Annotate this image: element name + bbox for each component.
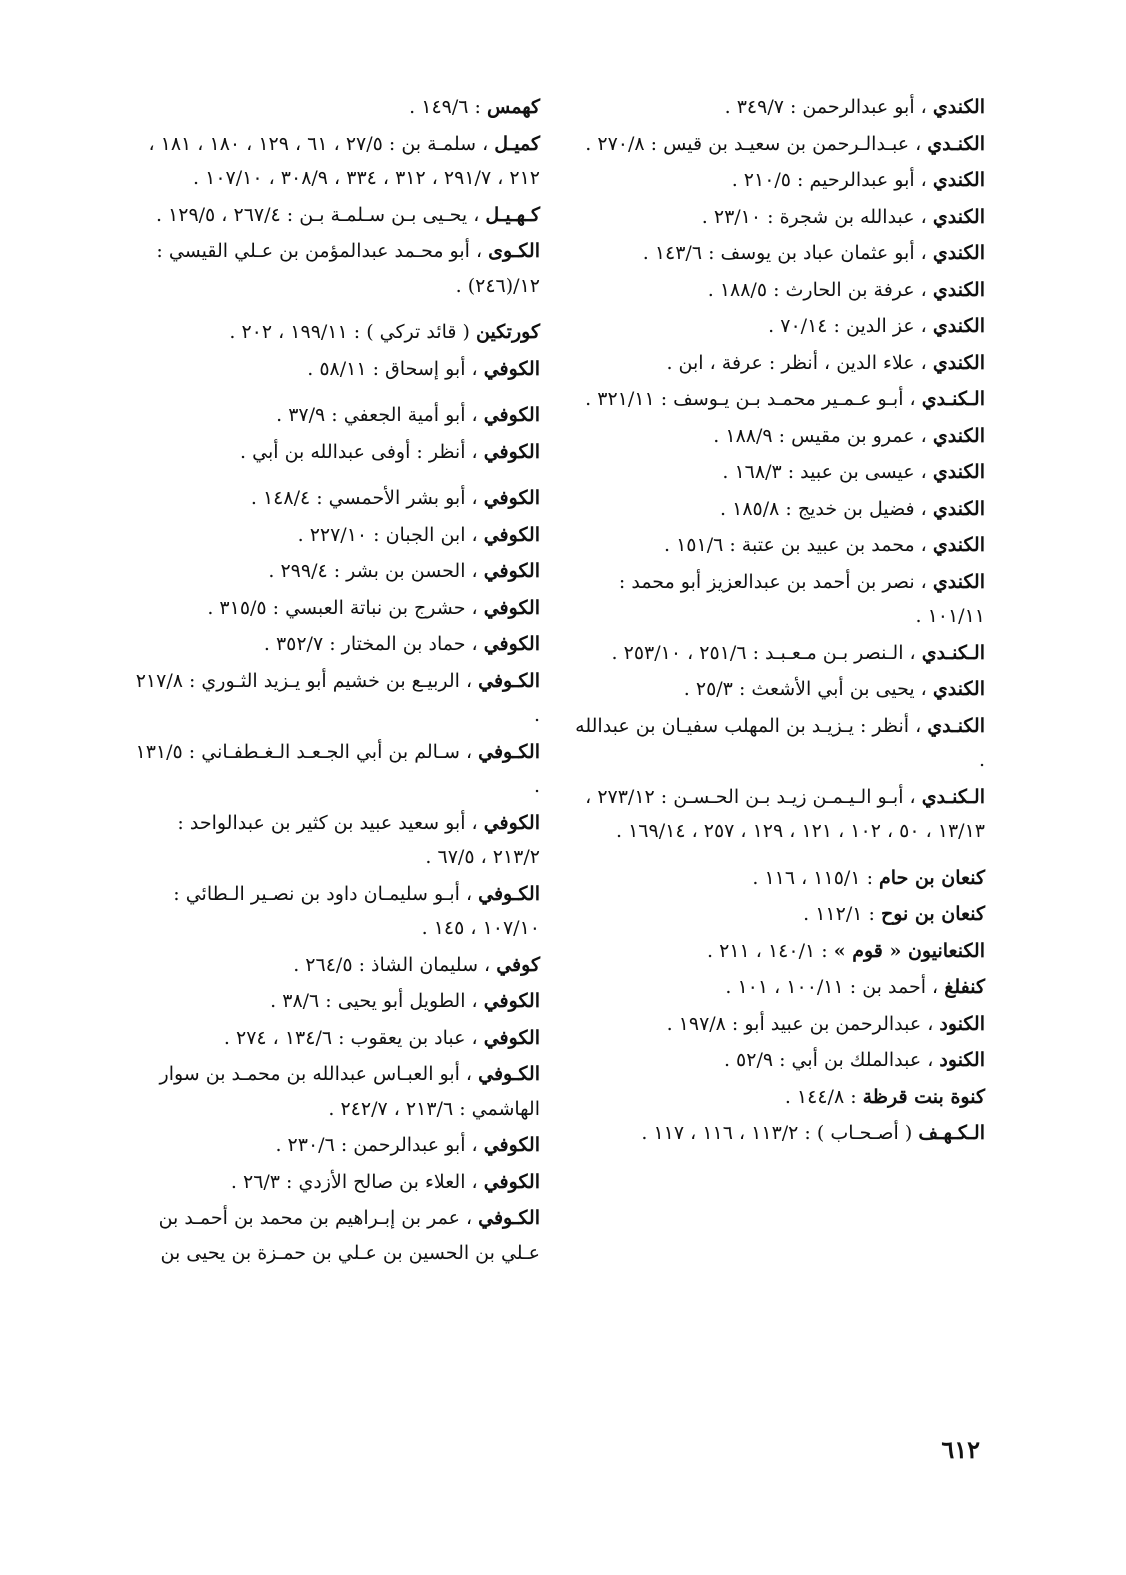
index-entry (130, 435, 540, 470)
entry-text: ، أبـو عـمـير محمـد بـن يـوسف : ٣٢١/١١ . (585, 388, 916, 410)
entry-text: ، عيسى بن عبيد : ١٦٨/٣ . (722, 461, 927, 483)
index-entry (570, 528, 985, 563)
entry-headword: الـكـهـف (918, 1122, 985, 1144)
entry-headword: الكوفي (483, 560, 540, 582)
entry-headword: الكنعانيون « قوم » (833, 939, 985, 962)
index-entry (570, 970, 985, 1005)
entry-text: ، الربيـع بن خشيم أبو يـزيد الثـوري : ٢١٧/٨ . (135, 669, 540, 726)
entry-headword: كورتكين (475, 321, 540, 343)
entry-text: ، أبو عبدالرحمن : ٣٤٩/٧ . (724, 96, 927, 118)
entry-text: ، نصر بن أحمد بن عبدالعزيز أبو محمد : ١٠١/١١ . (618, 570, 985, 627)
index-entry (130, 315, 540, 350)
index-entry (130, 90, 540, 125)
entry-text: ، أبو عبدالرحيم : ٢١٠/٥ . (731, 169, 927, 191)
entry-headword: الكندي (932, 315, 985, 337)
index-entry (570, 1007, 985, 1042)
index-entry (570, 1116, 985, 1151)
index-entry (130, 948, 540, 983)
entry-text: ، الـنصر بـن مـعـبـد : ٢٥١/٦ ، ٢٥٣/١٠ . (611, 641, 916, 664)
index-entry (130, 1201, 540, 1270)
entry-headword: الكندي (932, 278, 985, 301)
index-entry (130, 1021, 540, 1056)
index-entry (130, 398, 540, 433)
index-entry (570, 127, 985, 162)
entry-text: : ١٤٤/٨ . (784, 1085, 857, 1108)
entry-text: ، أبو بشر الأحمسي : ١٤٨/٤ . (250, 487, 478, 509)
spacer (570, 851, 985, 861)
index-entry (130, 591, 540, 626)
entry-headword: الكوفي (483, 811, 540, 834)
entry-text: ، عمر بن إبـراهيم بن محمد بن أحمـد بن عـلي بن الحسين بن عـلي بن حمـزة بن يحيى بن (158, 1207, 540, 1264)
index-entry (130, 554, 540, 589)
entry-headword: الكوفي (483, 596, 540, 619)
entry-text: ، الحسن بن بشر : ٢٩٩/٤ . (268, 560, 478, 582)
entry-headword: الكندي (932, 351, 985, 374)
entry-text: ، علاء الدين ، أنظر : عرفة ، ابن . (666, 351, 927, 374)
entry-headword: الكـوفي (478, 740, 540, 763)
entry-text: ، فضيل بن خديج : ١٨٥/٨ . (720, 497, 927, 520)
entry-headword: الكوفي (483, 487, 540, 509)
spacer (130, 305, 540, 315)
entry-text: ، عبـدالـرحمن بن سعيـد بن قيس : ٢٧٠/٨ . (585, 132, 922, 155)
index-column-left (130, 90, 540, 1272)
index-entry (570, 419, 985, 454)
index-entry (570, 236, 985, 271)
entry-text: ، ابن الجبان : ٢٢٧/١٠ . (297, 523, 478, 546)
index-entry (130, 234, 540, 303)
entry-headword: الـكنـدي (921, 785, 985, 808)
entry-text: ، أبو إسحاق : ٥٨/١١ . (307, 357, 478, 380)
entry-headword: الكندي (932, 169, 985, 191)
index-entry (570, 309, 985, 344)
index-entry (130, 1165, 540, 1200)
index-entry (570, 163, 985, 198)
entry-text: ، عمرو بن مقيس : ١٨٨/٩ . (713, 424, 927, 447)
index-entry (130, 1057, 540, 1126)
index-entry (570, 861, 985, 896)
entry-headword: الكندي (932, 570, 985, 593)
index-entry (130, 518, 540, 553)
spacer (130, 388, 540, 398)
index-entry (130, 627, 540, 662)
entry-text: : ١١٥/١ ، ١١٦ . (752, 866, 873, 889)
entry-headword: الكوفي (483, 1170, 540, 1193)
index-entry (570, 273, 985, 308)
entry-text: ( أصـحـاب ) : ١١٣/٢ ، ١١٦ ، ١١٧ . (641, 1122, 913, 1144)
entry-text: ، حشرج بن نباتة العبسي : ٣١٥/٥ . (207, 596, 478, 619)
entry-headword: الكندي (932, 205, 985, 228)
entry-headword: الكوفي (483, 633, 540, 655)
entry-headword: كـهـيـل (485, 203, 540, 226)
entry-text: ، أبـو سليمـان داود بن نصـير الـطائي : ١٠٧/١٠ ، ١٤٥ . (173, 882, 540, 939)
entry-headword: كنعان بن حام (879, 866, 985, 889)
entry-headword: الكندي (932, 497, 985, 520)
index-entry (570, 455, 985, 490)
index-entry (130, 198, 540, 233)
index-entry (130, 1128, 540, 1163)
entry-text: ، عرفة بن الحارث : ١٨٨/٥ . (707, 278, 927, 301)
entry-headword: كهمس (486, 96, 540, 118)
index-entry (130, 352, 540, 387)
entry-text: ، العلاء بن صالح الأزدي : ٢٦/٣ . (230, 1170, 478, 1193)
page-number: ٦١٢ (941, 1435, 980, 1464)
index-entry (130, 664, 540, 733)
index-entry (570, 780, 985, 849)
index-entry (570, 200, 985, 235)
entry-text: ، يحيى بن أبي الأشعث : ٢٥/٣ . (683, 678, 927, 700)
entry-text: ، أبو العبـاس عبدالله بن محمـد بن سوار الهاشمي : ٢١٣/٦ ، ٢٤٢/٧ . (159, 1063, 540, 1120)
entry-headword: كميـل (494, 132, 540, 155)
entry-text: : ١٤٠/١ ، ٢١١ . (707, 939, 828, 962)
entry-headword: كنفلغ (944, 976, 985, 998)
entry-headword: الكـوفي (478, 669, 540, 692)
index-entry (130, 127, 540, 196)
entry-headword: الكنـدي (927, 714, 985, 737)
index-entry (570, 492, 985, 527)
entry-text: ، أبو محـمد عبدالمؤمن بن عـلي القيسي : ١٢/(٢٤٦) . (156, 240, 540, 297)
index-entry (570, 1043, 985, 1078)
entry-text: ، أبو أمية الجعفي : ٣٧/٩ . (276, 404, 478, 426)
entry-headword: كوفي (496, 953, 540, 976)
entry-text: ، سليمان الشاذ : ٢٦٤/٥ . (293, 953, 491, 976)
entry-text: ، أنظر : أوفى عبدالله بن أبي . (240, 440, 478, 463)
index-column-right (570, 90, 985, 1153)
index-entry (570, 709, 985, 778)
index-entry (570, 90, 985, 125)
entry-headword: الكوفي (483, 1134, 540, 1156)
entry-headword: الكوفي (483, 357, 540, 380)
entry-text: ، أنظر : يـزيـد بن المهلب سفيـان بن عبدالله . (575, 714, 985, 771)
entry-headword: الكوفي (483, 404, 540, 426)
entry-headword: الكوفي (483, 1026, 540, 1049)
entry-text: ، سلمـة بن : ٢٧/٥ ، ٦١ ، ١٢٩ ، ١٨٠ ، ١٨١ ، ٢١٢ ، ٢٩١/٧ ، ٣١٢ ، ٣٣٤ ، ٣٠٨/٩ ، ١٠٧/١٠ . (148, 132, 540, 189)
index-entry (130, 877, 540, 946)
index-entry (570, 1080, 985, 1115)
index-entry (570, 636, 985, 671)
entry-headword: الكوفي (483, 440, 540, 463)
entry-text: : ١١٢/١ . (803, 903, 875, 925)
entry-headword: كنوة بنت قرظة (862, 1085, 985, 1108)
entry-text: ، سـالم بن أبي الجـعـد الـغـطفـاني : ١٣١/٥ . (135, 740, 540, 797)
index-entry (570, 934, 985, 969)
entry-headword: الكندي (932, 534, 985, 556)
entry-text: : ١٤٩/٦ . (409, 96, 481, 118)
index-entry (130, 984, 540, 1019)
entry-headword: كنعان بن نوح (880, 903, 985, 925)
index-entry (130, 735, 540, 804)
entry-text: ، أبـو الـيـمـن زيـد بـن الحـسـن : ٢٧٣/١٢ ، ١٣/١٣ ، ٥٠ ، ١٠٢ ، ١٢١ ، ١٢٩ ، ٢٥٧ ، ١٦٩/١٤ . (585, 785, 985, 842)
entry-text: ، أبو عبدالرحمن : ٢٣٠/٦ . (275, 1134, 478, 1156)
index-entry (130, 481, 540, 516)
index-entry (570, 565, 985, 634)
entry-headword: الكنود (939, 1049, 985, 1071)
entry-headword: الكندي (932, 678, 985, 700)
entry-headword: الكـوفي (478, 1207, 540, 1229)
entry-text: ، أبو سعيد عبيد بن كثير بن عبدالواحد : ٢١٣/٢ ، ٦٧/٥ . (177, 811, 540, 868)
entry-headword: الكنـدي (927, 132, 985, 155)
entry-text: ، أحمد بن : ١٠٠/١١ ، ١٠١ . (725, 976, 939, 998)
entry-headword: الكندي (932, 242, 985, 264)
entry-text: ، أبو عثمان عباد بن يوسف : ١٤٣/٦ . (642, 242, 927, 264)
entry-text: ( قائد تركي ) : ١٩٩/١١ ، ٢٠٢ . (229, 321, 470, 343)
entry-text: ، يحـيى بـن سـلمـة بـن : ٢٦٧/٤ ، ١٢٩/٥ . (155, 203, 480, 226)
spacer (130, 471, 540, 481)
entry-headword: الكوفي (483, 523, 540, 546)
entry-headword: الكـوفي (478, 882, 540, 905)
index-entry (570, 346, 985, 381)
index-entry (570, 897, 985, 932)
index-entry (570, 382, 985, 417)
entry-text: ، عبدالرحمن بن عبيد أبو : ١٩٧/٨ . (666, 1012, 934, 1035)
entry-headword: الـكنـدي (921, 388, 985, 410)
entry-headword: الكندي (932, 461, 985, 483)
entry-text: ، عز الدين : ٧٠/١٤ . (768, 315, 927, 337)
entry-text: ، عبدالله بن شجرة : ٢٣/١٠ . (701, 205, 927, 228)
entry-headword: الكنود (939, 1012, 985, 1035)
entry-headword: الكندي (932, 96, 985, 118)
index-entry (570, 672, 985, 707)
entry-text: ، حماد بن المختار : ٣٥٢/٧ . (263, 633, 478, 655)
entry-text: ، عباد بن يعقوب : ١٣٤/٦ ، ٢٧٤ . (223, 1026, 478, 1049)
index-entry (130, 806, 540, 875)
entry-headword: الكوفي (483, 990, 540, 1012)
entry-headword: الـكنـدي (921, 641, 985, 664)
entry-headword: الكـوى (488, 240, 540, 262)
entry-headword: الكندي (932, 424, 985, 447)
entry-text: ، عبدالملك بن أبي : ٥٢/٩ . (723, 1049, 934, 1071)
entry-headword: الكـوفي (478, 1063, 540, 1085)
entry-text: ، الطويل أبو يحيى : ٣٨/٦ . (270, 990, 478, 1012)
entry-text: ، محمد بن عبيد بن عتبة : ١٥١/٦ . (664, 534, 927, 556)
